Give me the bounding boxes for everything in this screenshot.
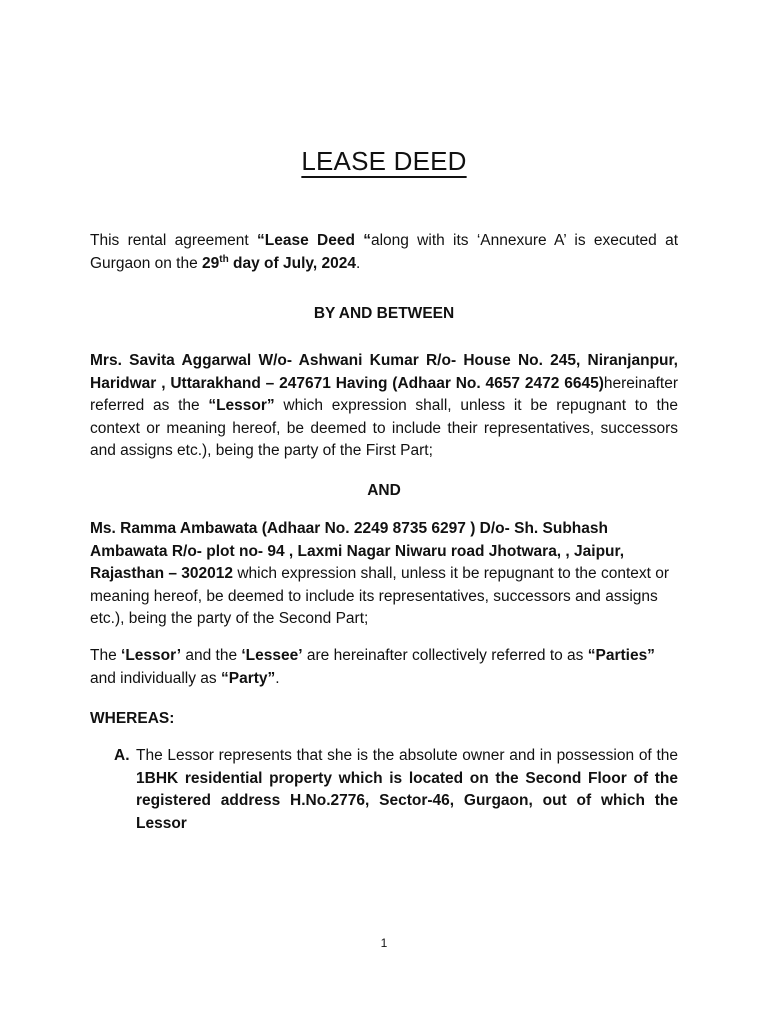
lessor-term: “Lessor” xyxy=(208,397,275,414)
intro-paragraph xyxy=(90,230,678,275)
parties-text-end: . xyxy=(275,669,280,687)
parties-lessor-term: ‘Lessor’ xyxy=(121,647,182,664)
by-and-between-heading: BY AND BETWEEN xyxy=(313,305,455,322)
recital-text-1: The Lessor represents that she is the absolute owner and in possession of the xyxy=(136,747,678,764)
intro-date xyxy=(202,255,356,272)
lessee-paragraph xyxy=(90,518,678,631)
recital-property-details: 1BHK residential property which is located on the Second Floor of the registered address H.No.2776, Sector-46, Gurgaon, out of which the Lessor xyxy=(136,769,678,832)
parties-text-2: and the xyxy=(181,647,242,664)
page-title xyxy=(0,146,768,177)
intro-text-1: This rental agreement xyxy=(90,232,258,249)
intro-text-2: along with its ‘Annexure A’ is executed at Gurgaon on the xyxy=(90,232,679,272)
parties-text-3: are hereinafter collectively referred to as xyxy=(302,647,588,664)
lessor-details: Mrs. Savita Aggarwal W/o- Ashwani Kumar R/o- House No. 245, Niranjanpur, Haridwar , Uttarakhand – 247671 Having (Adhaar No. 4657 2472 6645) xyxy=(90,352,678,392)
recital-marker: A. xyxy=(114,747,130,764)
intro-day-number: 29 xyxy=(202,254,220,272)
recital-list-item xyxy=(114,745,678,835)
parties-paragraph xyxy=(90,645,678,690)
recital-text xyxy=(136,745,678,835)
parties-lessee-term: ‘Lessee’ xyxy=(241,647,303,664)
party-term: “Party” xyxy=(220,669,276,687)
lessee-details: Ms. Ramma Ambawata (Adhaar No. 2249 8735 6297 ) D/o- Sh. Subhash Ambawata R/o- plot no- 94 , Laxmi Nagar Niwaru road Jhotwara, , Jaipur, Rajasthan – 302012 xyxy=(90,520,625,582)
intro-date-rest: day of July, 2024 xyxy=(228,254,356,272)
whereas-heading: WHEREAS: xyxy=(90,710,175,727)
parties-text-4: and individually as xyxy=(90,669,221,687)
lessee-text: which expression shall, unless it be repugnant to the context or meaning hereof, be deemed to include its representatives, successors and assigns etc.), being the party of the Second Part; xyxy=(90,565,670,627)
title-text: LEASE DEED xyxy=(301,146,467,176)
lessor-text-1: hereinafter referred as the xyxy=(90,374,678,414)
parties-term: “Parties” xyxy=(587,647,655,664)
page-number: 1 xyxy=(380,936,388,950)
intro-lease-deed: “Lease Deed “ xyxy=(257,232,371,249)
intro-day-suffix: th xyxy=(219,253,229,265)
lessor-paragraph xyxy=(90,350,678,463)
parties-text-1: The xyxy=(90,647,122,664)
intro-text-end: . xyxy=(355,254,361,272)
lessor-text-2: which expression shall, unless it be repugnant to the context or meaning hereof, be deemed to include their representatives, successors and assigns etc.), being the party of the First Part; xyxy=(90,397,678,459)
and-heading: AND xyxy=(367,482,401,499)
